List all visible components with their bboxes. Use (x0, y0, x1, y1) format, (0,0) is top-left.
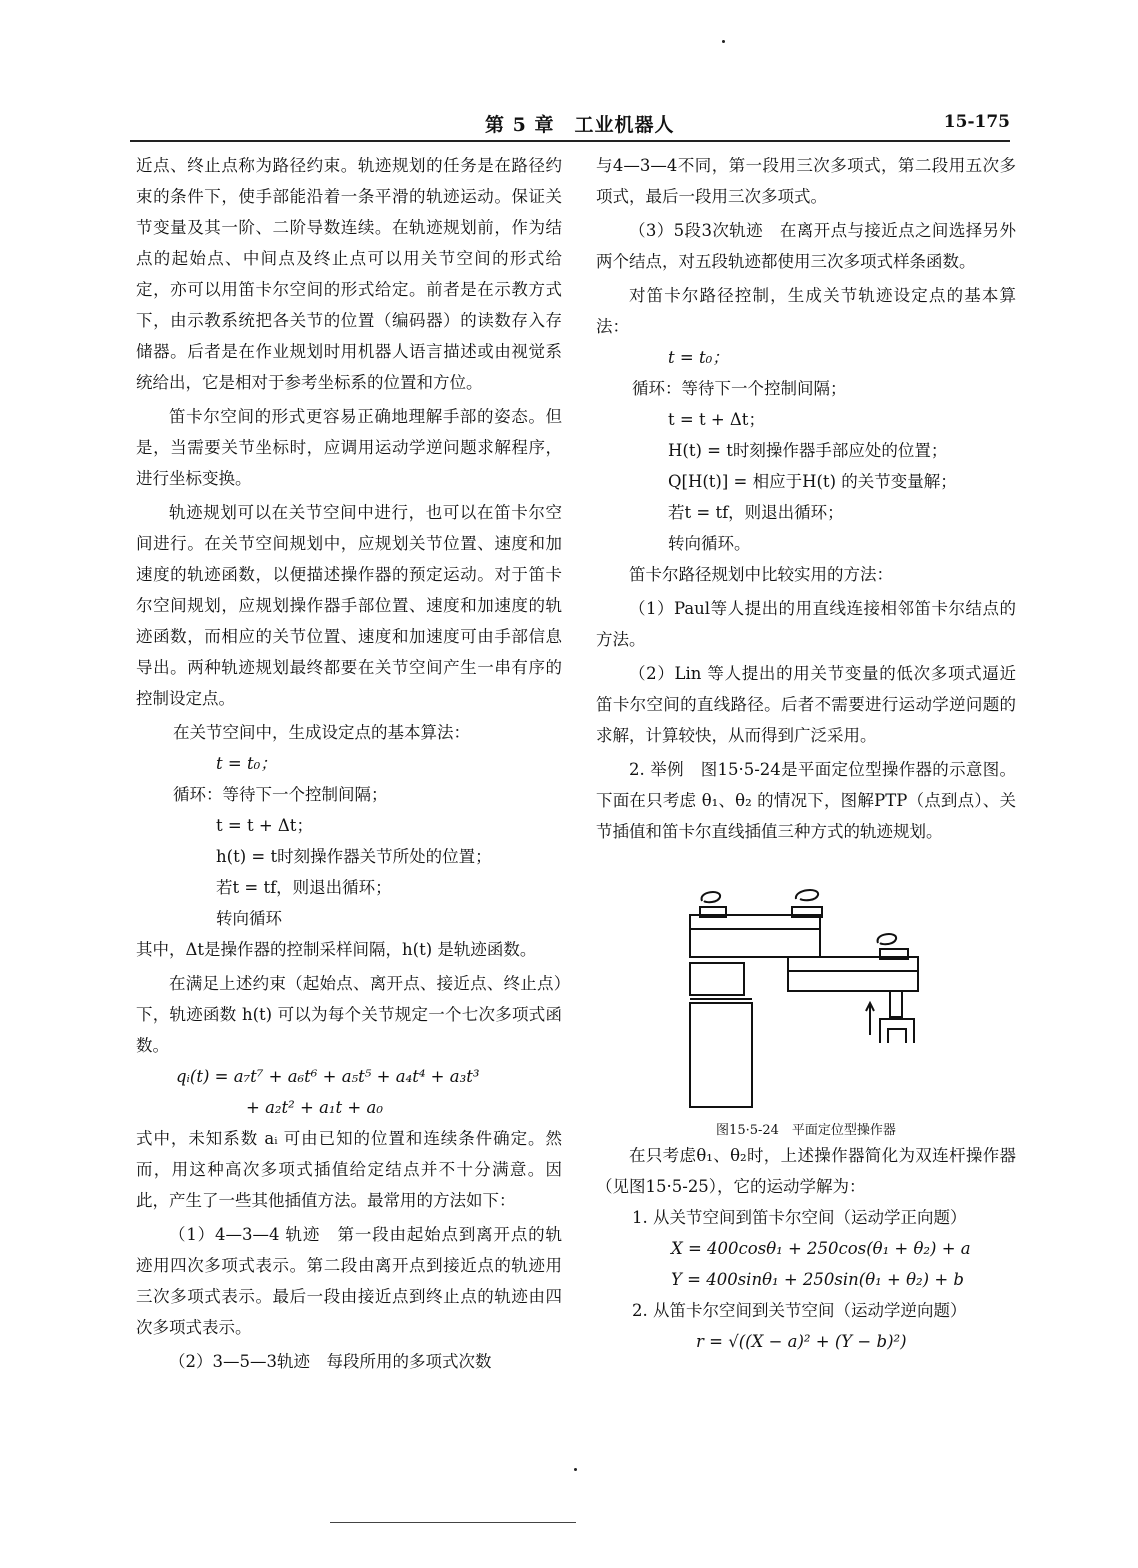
algorithm-line: 若t = tf，则退出循环； (668, 503, 844, 522)
paragraph: 在满足上述约束（起始点、离开点、接近点、终止点）下，轨迹函数 h(t) 可以为每个关节规定一个七次多项式函数。 (136, 974, 562, 1055)
chapter-title: 第 5 章 工业机器人 (485, 114, 675, 136)
algorithm-line: H(t) = t时刻操作器手部应处的位置； (668, 441, 948, 460)
link-1 (690, 915, 820, 957)
paragraph: 在只考虑θ₁、θ₂时，上述操作器简化为双连杆操作器（见图15·5-25），它的运动学解为： (596, 1146, 1016, 1196)
paragraph: 2. 举例 图15·5-24是平面定位型操作器的示意图。下面在只考虑 θ₁、θ₂ 的情况下，图解PTP（点到点）、关节插值和笛卡尔直线插值三种方式的轨迹规划。 (596, 760, 1016, 841)
algorithm-line: 转向循环 (216, 909, 282, 928)
left-column (136, 150, 562, 1377)
equation: X = 400cosθ₁ + 250cos(θ₁ + θ₂) + a (671, 1239, 971, 1258)
figure-caption: 图15·5-24 平面定位型操作器 (716, 1123, 896, 1138)
equation: + a₂t² + a₁t + a₀ (246, 1098, 383, 1117)
base-column (690, 1003, 752, 1107)
algorithm-line: t = t₀； (216, 754, 277, 773)
list-item: 1. 从关节空间到笛卡尔空间（运动学正向题） (632, 1208, 967, 1227)
rotation-arrow-1 (702, 892, 721, 902)
paragraph: 笛卡尔空间的形式更容易正确地理解手部的姿态。但是，当需要关节坐标时，应调用运动学逆问题求解程序，进行坐标变换。 (136, 407, 562, 488)
algorithm-line: t = t₀； (668, 348, 729, 367)
algorithm-line: Q[H(t)] = 相应于H(t) 的关节变量解； (668, 472, 957, 491)
algorithm-line: t = t + Δt； (668, 410, 765, 429)
z-axis-shaft (890, 991, 902, 1017)
paragraph: （3）5段3次轨迹 在离开点与接近点之间选择另外两个结点，对五段轨迹都使用三次多项式样条函数。 (596, 221, 1016, 271)
algorithm-line: 若t = tf，则退出循环； (216, 878, 392, 897)
manipulator-diagram (684, 879, 934, 1111)
scan-speck (722, 40, 725, 43)
link-2 (788, 957, 918, 991)
paragraph: 式中，未知系数 aᵢ 可由已知的位置和连续条件确定。然而，用这种高次多项式插值给定结点并不十分满意。因此，产生了一些其他插值方法。最常用的方法如下： (136, 1129, 562, 1210)
algorithm-line: h(t) = t时刻操作器关节所处的位置； (216, 847, 492, 866)
algorithm-intro: 在关节空间中，生成设定点的基本算法： (173, 723, 470, 742)
paragraph: （1）4—3—4 轨迹 第一段由起始点到离开点的轨迹用四次多项式表示。第二段由离开点到接近点的轨迹用三次多项式表示。最后一段由接近点到终止点的轨迹由四次多项式表示。 (136, 1225, 562, 1337)
scan-speck (574, 1468, 577, 1471)
algorithm-line: 循环：等待下一个控制间隔； (632, 379, 847, 398)
footer-rule (330, 1522, 576, 1523)
figure-manipulator (596, 879, 1016, 1137)
algorithm-line: 转向循环。 (668, 534, 751, 553)
paragraph: （2）Lin 等人提出的用关节变量的低次多项式逼近笛卡尔空间的直线路径。后者不需要进行运动学逆问题的求解，计算较快，从而得到广泛采用。 (596, 664, 1016, 745)
rotation-arrow-2 (796, 890, 818, 900)
page-number: 15-175 (943, 112, 1010, 132)
algorithm-line: t = t + Δt； (216, 816, 313, 835)
right-column (596, 150, 1016, 1357)
page-header (130, 106, 1010, 142)
algorithm-line: 循环：等待下一个控制间隔； (173, 785, 388, 804)
paragraph: 轨迹规划可以在关节空间中进行，也可以在笛卡尔空间进行。在关节空间规划中，应规划关节位置、速度和加速度的轨迹函数，以便描述操作器的预定运动。对于笛卡尔空间规划，应规划操作器手部位置、速度和加速度的轨迹函数，而相应的关节位置、速度和加速度可由手部信息导出。两种轨迹规划最终都要在关节空间产生一串有序的控制设定点。 (136, 503, 562, 708)
equation: Y = 400sinθ₁ + 250sin(θ₁ + θ₂) + b (671, 1270, 964, 1289)
paragraph: 与4—3—4不同，第一段用三次多项式，第二段用五次多项式，最后一段用三次多项式。 (596, 156, 1016, 206)
paragraph: 近点、终止点称为路径约束。轨迹规划的任务是在路径约束的条件下，使手部能沿着一条平滑的轨迹运动。保证关节变量及其一阶、二阶导数连续。在轨迹规划前，作为结点的起始点、中间点及终止点可以用关节空间的形式给定，亦可以用笛卡尔空间的形式给定。前者是在示教方式下，由示教系统把各关节的位置（编码器）的读数存入存储器。后者是在作业规划时用机器人语言描述或由视觉系统给出，它是相对于参考坐标系的位置和方位。 (136, 156, 562, 392)
list-item: 2. 从笛卡尔空间到关节空间（运动学逆向题） (632, 1301, 967, 1320)
paragraph: （1）Paul等人提出的用直线连接相邻笛卡尔结点的方法。 (596, 599, 1016, 649)
paragraph: 其中，Δt是操作器的控制采样间隔，h(t) 是轨迹函数。 (136, 940, 537, 959)
equation: qᵢ(t) = a₇t⁷ + a₆t⁶ + a₅t⁵ + a₄t⁴ + a₃t³ (176, 1067, 480, 1086)
paragraph: （2）3—5—3轨迹 每段所用的多项式次数 (169, 1352, 492, 1371)
equation: r = √((X − a)² + (Y − b)²) (696, 1332, 907, 1351)
joint-1 (690, 963, 744, 995)
rotation-arrow-3 (878, 934, 897, 944)
paragraph: 对笛卡尔路径控制，生成关节轨迹设定点的基本算法： (596, 286, 1016, 336)
paragraph: 笛卡尔路径规划中比较实用的方法： (629, 565, 893, 584)
gripper (880, 1019, 914, 1043)
